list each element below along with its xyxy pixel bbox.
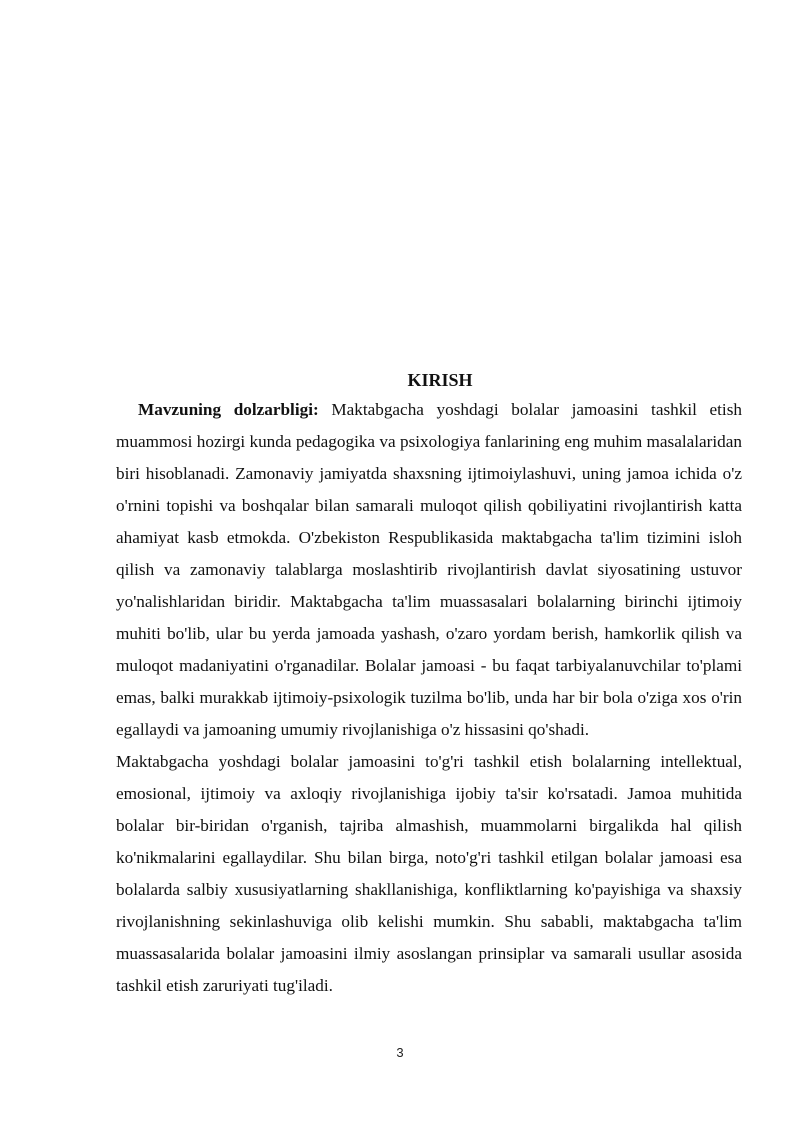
section-title: KIRISH xyxy=(407,370,473,390)
intro-text: Maktabgacha yoshdagi bolalar jamoasini tashkil etish muammosi hozirgi kunda pedagogika va psixologiya fanlarining eng muhim masalalaridan biri hisoblanadi. Zamonaviy jamiyatda shaxsning ijtimoiylashuvi, uning jamoa ichida o'z o'rnini topishi va boshqalar bilan samarali muloqot qilish qobiliyatini rivojlantirish katta ahamiyat kasb etmokda. O'zbekiston Respublikasida maktabgacha ta'lim tizimini isloh qilish va zamonaviy talablarga moslashtirib rivojlantirish davlat siyosatining ustuvor yo'nalishlaridan biridir. Maktabgacha ta'lim muassasalari bolalarning birinchi ijtimoiy muhiti bo'lib, ular bu yerda jamoada yashash, o'zaro yordam berish, hamkorlik qilish va muloqot madaniyatini o'rganadilar. Bolalar jamoasi - bu faqat tarbiyalanuvchilar to'plami emas, balki murakkab ijtimoiy-psixologik tuzilma bo'lib, unda har bir bola o'ziga xos o'rin egallaydi va jamoaning umumiy rivojlanishiga o'z hissasini qo'shadi. xyxy=(116,400,742,739)
intro-lead: Mavzuning dolzarbligi: xyxy=(138,400,319,419)
page-body xyxy=(116,366,742,1002)
body-paragraph: Maktabgacha yoshdagi bolalar jamoasini to'g'ri tashkil etish bolalarning intellektual, emosional, ijtimoiy va axloqiy rivojlanishiga ijobiy ta'sir ko'rsatadi. Jamoa muhitida bolalar bir-biridan o'rganish, tajriba almashish, muammolarni birgalikda hal qilish ko'nikmalarini egallaydilar. Shu bilan birga, noto'g'ri tashkil etilgan bolalar jamoasi esa bolalarda salbiy xususiyatlarning shakllanishiga, konfliktlarning ko'payishiga va shaxsiy rivojlanishning sekinlashuviga olib kelishi mumkin. Shu sababli, maktabgacha ta'lim muassasalarida bolalar jamoasini ilmiy asoslangan prinsiplar va samarali usullar asosida tashkil etish zaruriyati tug'iladi. xyxy=(116,752,742,995)
page-number: 3 xyxy=(396,1045,404,1060)
intro-paragraph xyxy=(116,394,742,746)
